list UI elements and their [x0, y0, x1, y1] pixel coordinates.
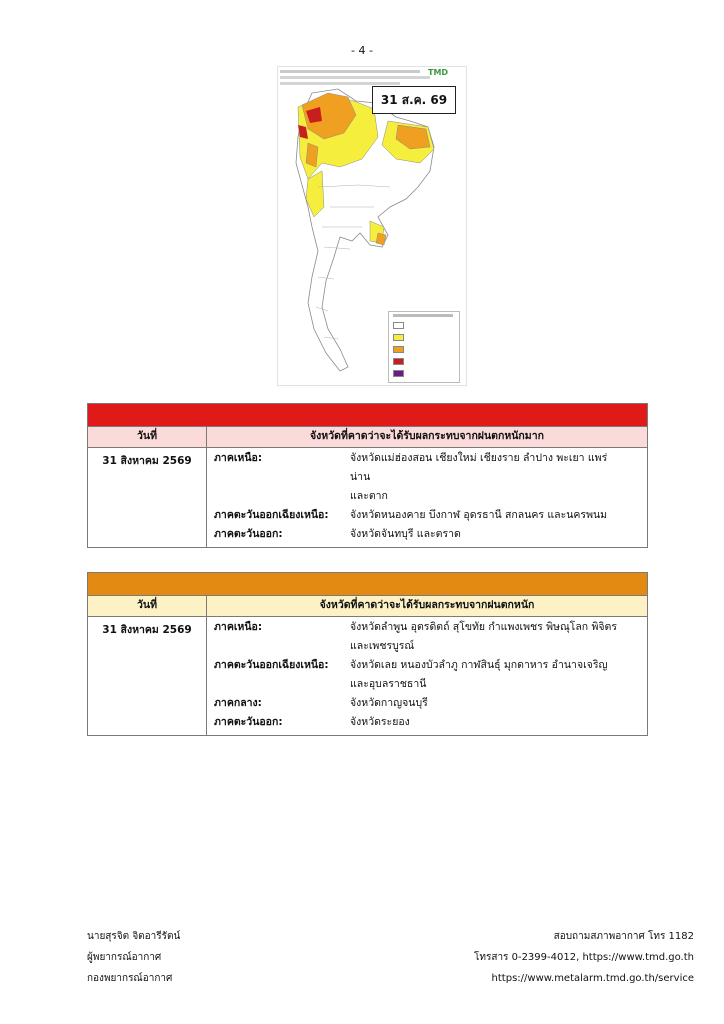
heavy-rain-table	[87, 572, 648, 736]
province-line: และเพชรบูรณ์	[350, 640, 415, 652]
column-header-date: วันที่	[88, 596, 207, 617]
column-header-date: วันที่	[88, 427, 207, 448]
legend-swatch-severe	[393, 358, 404, 365]
severity-band-orange	[88, 573, 648, 596]
warning-date: 31 สิงหาคม 2569	[88, 448, 207, 548]
region-name: ภาคเหนือ:	[214, 621, 263, 633]
province-line: จังหวัดแม่ฮ่องสอน เชียงใหม่ เชียงราย ลำปาง พะเยา แพร่	[350, 452, 608, 464]
region-row	[207, 506, 647, 525]
region-name: ภาคตะวันออกเฉียงเหนือ:	[214, 659, 329, 671]
warning-date: 31 สิงหาคม 2569	[88, 617, 207, 736]
region-row	[207, 694, 647, 713]
rainfall-map	[277, 66, 467, 386]
legend-swatch-heavy	[393, 334, 404, 341]
phone-hotline: สอบถามสภาพอากาศ โทร 1182	[553, 931, 694, 942]
forecaster-signature-block	[87, 926, 180, 989]
column-header-provinces: จังหวัดที่คาดว่าจะได้รับผลกระทบจากฝนตกหนัก	[207, 596, 648, 617]
region-name: ภาคตะวันออก:	[214, 528, 283, 540]
very-heavy-rain-table	[87, 403, 648, 548]
region-name: ภาคตะวันออกเฉียงเหนือ:	[214, 509, 329, 521]
region-row	[207, 449, 647, 506]
region-row	[207, 656, 647, 694]
region-row	[207, 525, 647, 544]
fax-website[interactable]: โทรสาร 0-2399-4012, https://www.tmd.go.th	[474, 952, 694, 963]
map-legend	[388, 311, 460, 383]
column-header-provinces: จังหวัดที่คาดว่าจะได้รับผลกระทบจากฝนตกหนักมาก	[207, 427, 648, 448]
tmd-logo: TMD	[428, 68, 449, 77]
province-line: น่าน	[350, 471, 371, 483]
forecaster-name: นายสุรจิต จิตอารีรัตน์	[87, 931, 181, 942]
region-row	[207, 713, 647, 732]
province-line: จังหวัดจันทบุรี และตราด	[350, 528, 461, 540]
metalarm-link[interactable]: https://www.metalarm.tmd.go.th/service	[491, 973, 694, 984]
province-line: และตาก	[350, 490, 388, 502]
map-date-label: 31 ส.ค. 69	[372, 86, 456, 114]
page-number: - 4 -	[351, 44, 373, 57]
contact-info-block	[474, 926, 694, 989]
legend-swatch-very-heavy	[393, 346, 404, 353]
province-line: จังหวัดเลย หนองบัวลำภู กาฬสินธุ์ มุกดาหาร อำนาจเจริญ	[350, 659, 608, 671]
severity-band-red	[88, 404, 648, 427]
forecaster-title: ผู้พยากรณ์อากาศ	[87, 952, 162, 963]
province-line: และอุบลราชธานี	[350, 678, 427, 690]
province-line: จังหวัดลำพูน อุตรดิตถ์ สุโขทัย กำแพงเพชร พิษณุโลก พิจิตร	[350, 621, 617, 633]
province-line: จังหวัดกาญจนบุรี	[350, 697, 428, 709]
province-line: จังหวัดหนองคาย บึงกาฬ อุดรธานี สกลนคร และนครพนม	[350, 509, 608, 521]
legend-swatch-normal	[393, 322, 404, 329]
region-row	[207, 618, 647, 656]
legend-swatch-extreme	[393, 370, 404, 377]
region-name: ภาคตะวันออก:	[214, 716, 283, 728]
division-name: กองพยากรณ์อากาศ	[87, 973, 173, 984]
province-line: จังหวัดระยอง	[350, 716, 410, 728]
region-name: ภาคกลาง:	[214, 697, 262, 709]
region-name: ภาคเหนือ:	[214, 452, 263, 464]
